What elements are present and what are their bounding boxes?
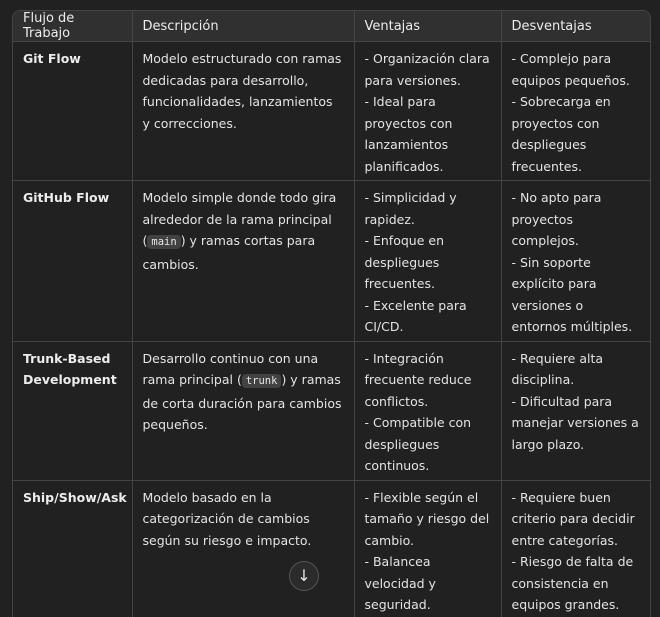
- description-text: ) y ramas de corta duración para cambios pequeños.: [142, 372, 342, 432]
- flow-cons: [501, 42, 650, 181]
- con-item: - No apto para proyectos complejos.: [511, 190, 602, 248]
- pro-item: - Flexible según el tamaño y riesgo del cambio.: [364, 489, 490, 548]
- flow-cons: [501, 181, 650, 342]
- con-item: - Complejo para equipos pequeños.: [511, 51, 630, 88]
- table-row: [13, 341, 650, 480]
- flow-description: [132, 181, 354, 342]
- comparison-table-container: [12, 10, 651, 617]
- con-item: - Riesgo de falta de consistencia en equipos grandes.: [511, 554, 634, 612]
- pro-item: - Simplicidad y rapidez.: [364, 190, 457, 227]
- flow-pros: [354, 341, 501, 480]
- pro-item: - Compatible con despliegues continuos.: [364, 415, 472, 473]
- top-strip: [0, 0, 660, 10]
- flow-description: [132, 42, 354, 181]
- table-row: [13, 480, 650, 617]
- inline-code: trunk: [242, 374, 282, 388]
- flow-pros: [354, 42, 501, 181]
- header-flow: Flujo de Trabajo: [13, 11, 132, 42]
- flow-name: Git Flow: [13, 42, 132, 181]
- con-item: - Sobrecarga en proyectos con despliegues frecuentes.: [511, 94, 611, 174]
- con-item: - Requiere buen criterio para decidir entre categorías.: [511, 489, 635, 548]
- pro-item: - Balancea velocidad y seguridad.: [364, 554, 436, 612]
- flow-pros: [354, 480, 501, 617]
- header-description: Descripción: [132, 11, 354, 42]
- description-text: Modelo basado en la categorización de cambios según su riesgo e impacto.: [142, 489, 312, 548]
- table-header-row: [13, 11, 650, 42]
- pro-item: - Organización clara para versiones.: [364, 51, 490, 88]
- flow-cons: [501, 341, 650, 480]
- description-text: Modelo simple donde todo gira alrededor de la rama principal (: [142, 190, 337, 248]
- description-text: Desarrollo continuo con una rama principal (: [142, 350, 319, 387]
- con-item: - Requiere alta disciplina.: [511, 350, 604, 387]
- pro-item: - Enfoque en despliegues frecuentes.: [364, 233, 444, 291]
- con-item: - Dificultad para manejar versiones a largo plazo.: [511, 393, 639, 452]
- flow-name: GitHub Flow: [13, 181, 132, 342]
- flow-name: Trunk-Based Development: [13, 341, 132, 480]
- scroll-to-bottom-button[interactable]: [289, 561, 319, 591]
- pro-item: - Ideal para proyectos con lanzamientos planificados.: [364, 94, 453, 174]
- description-text: Modelo estructurado con ramas dedicadas para desarrollo, funcionalidades, lanzamientos y correcciones.: [142, 51, 342, 131]
- table-row: [13, 181, 650, 342]
- pro-item: - Excelente para CI/CD.: [364, 297, 467, 334]
- inline-code: main: [147, 235, 180, 249]
- flow-pros: [354, 181, 501, 342]
- flow-cons: [501, 480, 650, 617]
- con-item: - Sin soporte explícito para versiones o entornos múltiples.: [511, 254, 633, 334]
- arrow-down-icon: ↓: [297, 566, 311, 585]
- header-cons: Desventajas: [501, 11, 650, 42]
- header-pros: Ventajas: [354, 11, 501, 42]
- workflow-comparison-table: [13, 11, 650, 617]
- flow-description: [132, 341, 354, 480]
- flow-description: [132, 480, 354, 617]
- pro-item: - Integración frecuente reduce conflictos.: [364, 350, 472, 409]
- description-text: ) y ramas cortas para cambios.: [142, 233, 316, 272]
- flow-name: Ship/Show/Ask: [13, 480, 132, 617]
- table-row: [13, 42, 650, 181]
